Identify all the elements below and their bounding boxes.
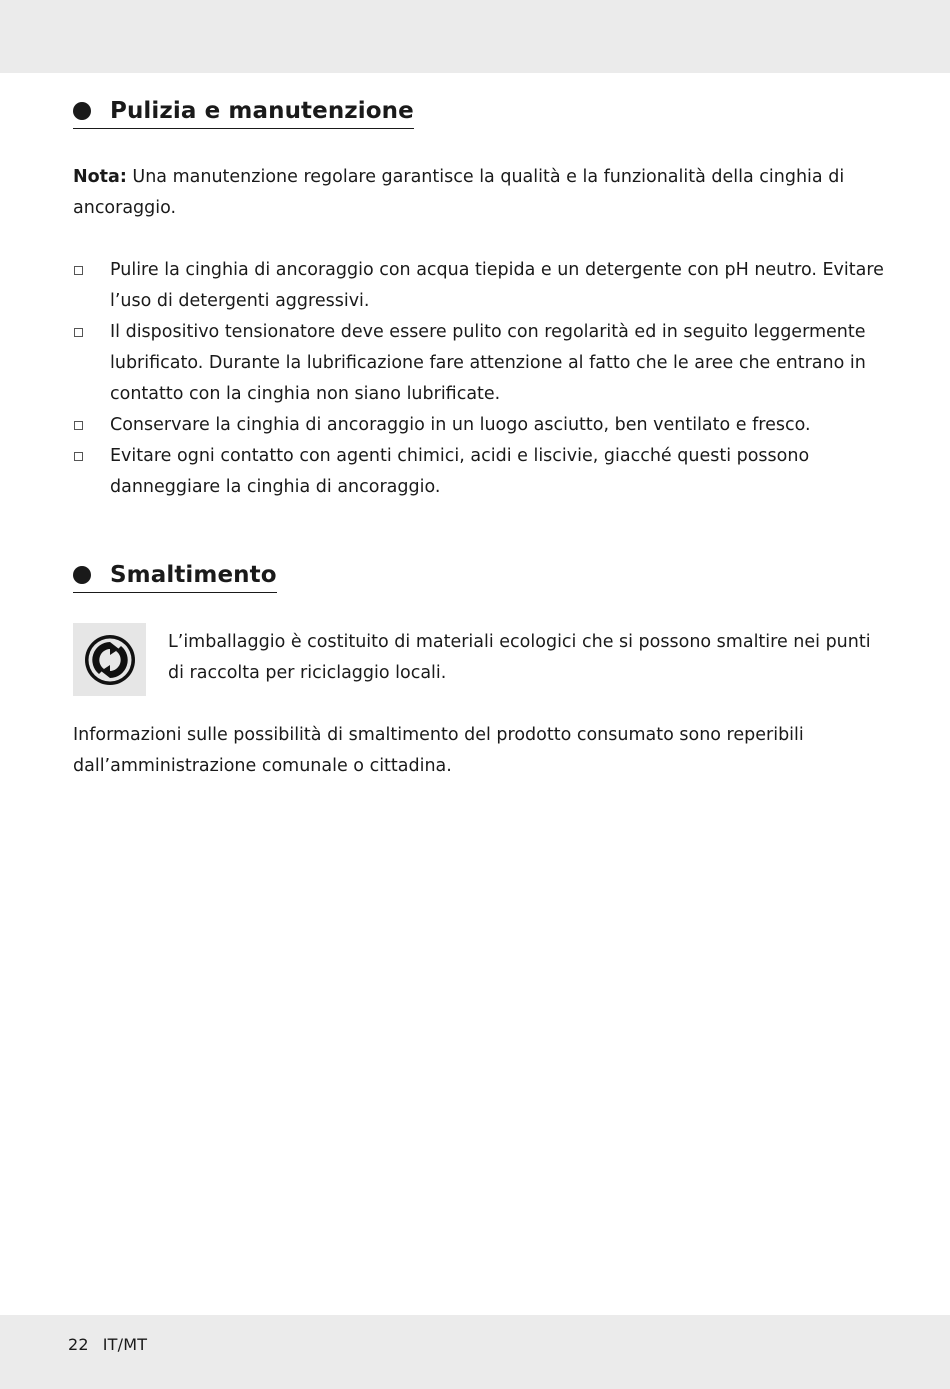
checkbox-square-icon (74, 328, 83, 337)
header-band (0, 0, 950, 73)
list-item (73, 410, 885, 441)
bullet-dot-icon (73, 566, 91, 584)
list-item-text: Evitare ogni contatto con agenti chimici, acidi e liscivie, giacché questi possono danneggiare la cinghia di ancoraggio. (110, 446, 810, 497)
page-number: 22 (68, 1335, 89, 1354)
checkbox-square-icon (74, 452, 83, 461)
list-item-text: Il dispositivo tensionatore deve essere pulito con regolarità ed in seguito leggermente lubrificato. Durante la lubrificazione fare attenzione al fatto che le aree che entrano in contatto con la cinghia non siano lubrificate. (110, 322, 866, 404)
checkbox-square-icon (74, 421, 83, 430)
section-title: Pulizia e manutenzione (110, 98, 414, 124)
list-item-text: Pulire la cinghia di ancoraggio con acqua tiepida e un detergente con pH neutro. Evitare l’uso di detergenti aggressivi. (110, 260, 884, 311)
bullet-dot-icon (73, 102, 91, 120)
language-code: IT/MT (102, 1335, 148, 1354)
maintenance-list (73, 255, 885, 503)
note-paragraph (73, 162, 881, 224)
note-label: Nota: (73, 167, 127, 187)
packaging-text: L’imballaggio è costituito di materiali ecologici che si possono smaltire nei punti di raccolta per riciclaggio locali. (168, 632, 871, 683)
list-item (73, 255, 885, 317)
section-heading-smaltimento (73, 562, 277, 593)
list-item (73, 317, 885, 410)
list-item (73, 441, 885, 503)
footer (68, 1335, 147, 1354)
section-title: Smaltimento (110, 562, 277, 588)
note-text: Una manutenzione regolare garantisce la qualità e la funzionalità della cinghia di ancoraggio. (73, 167, 845, 218)
list-item-text: Conservare la cinghia di ancoraggio in un luogo asciutto, ben ventilato e fresco. (110, 415, 811, 435)
recycling-symbol-icon (73, 623, 146, 696)
section-heading-pulizia (73, 98, 414, 129)
checkbox-square-icon (74, 266, 83, 275)
disposal-info-text: Informazioni sulle possibilità di smaltimento del prodotto consumato sono reperibili dall’amministrazione comunale o cittadina. (73, 725, 804, 776)
